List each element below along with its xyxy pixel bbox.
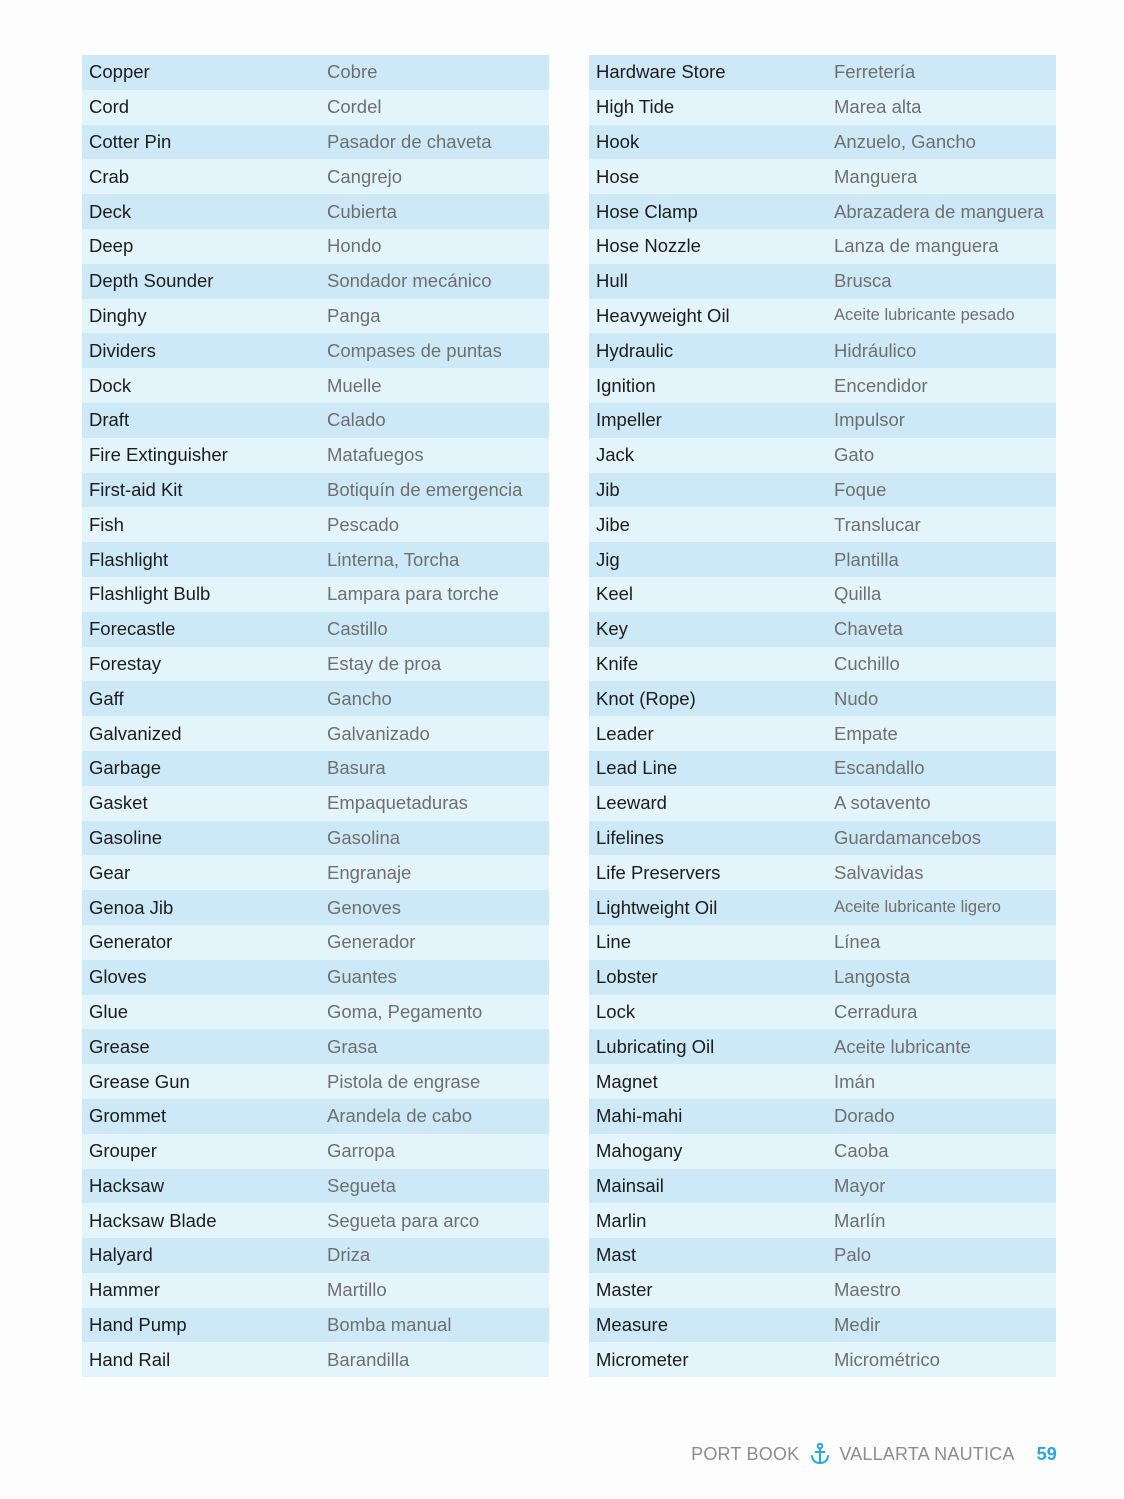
spanish-translation: Aceite lubricante ligero — [834, 898, 1001, 917]
spanish-translation: Pescado — [327, 513, 399, 535]
english-term: Jib — [596, 478, 620, 500]
glossary-row — [82, 821, 549, 856]
glossary-row — [82, 925, 549, 960]
spanish-translation: Caoba — [834, 1140, 889, 1162]
english-term: Glue — [89, 1000, 129, 1022]
spanish-translation: Empate — [834, 722, 898, 744]
english-term: Keel — [596, 583, 634, 605]
spanish-translation: Grasa — [327, 1035, 378, 1057]
spanish-translation: Cuchillo — [834, 652, 900, 674]
spanish-translation: Castillo — [327, 618, 388, 640]
spanish-translation: Escandallo — [834, 757, 925, 779]
spanish-translation: Genoves — [327, 896, 402, 918]
english-term: Hand Rail — [89, 1348, 171, 1370]
glossary-row — [589, 751, 1056, 786]
spanish-translation: Calado — [327, 409, 386, 431]
english-term: Hose Nozzle — [596, 235, 701, 257]
spanish-translation: Abrazadera de manguera — [834, 200, 1044, 222]
english-term: Halyard — [89, 1244, 153, 1266]
spanish-translation: Pistola de engrase — [327, 1070, 481, 1092]
english-term: Master — [596, 1279, 653, 1301]
glossary-row — [589, 1342, 1056, 1377]
english-term: Ignition — [596, 374, 656, 396]
glossary-row — [82, 438, 549, 473]
glossary-left-body — [82, 55, 549, 1377]
glossary-row — [82, 159, 549, 194]
english-term: Heavyweight Oil — [596, 304, 730, 326]
spanish-translation: Langosta — [834, 966, 911, 988]
english-term: Hammer — [89, 1279, 160, 1301]
glossary-row — [82, 890, 549, 925]
glossary-row — [589, 716, 1056, 751]
glossary-row — [589, 855, 1056, 890]
glossary-row — [82, 1238, 549, 1273]
spanish-translation: Anzuelo, Gancho — [834, 130, 976, 152]
spanish-translation: Compases de puntas — [327, 339, 502, 361]
glossary-row — [589, 438, 1056, 473]
english-term: Forecastle — [89, 618, 176, 640]
english-term: Lock — [596, 1000, 636, 1022]
glossary-row — [82, 995, 549, 1030]
spanish-translation: Cordel — [327, 96, 382, 118]
glossary-row — [589, 786, 1056, 821]
spanish-translation: Foque — [834, 478, 887, 500]
glossary-row — [82, 1342, 549, 1377]
spanish-translation: Translucar — [834, 513, 921, 535]
english-term: Knife — [596, 652, 639, 674]
glossary-row — [82, 577, 549, 612]
spanish-translation: Cerradura — [834, 1000, 918, 1022]
spanish-translation: Galvanizado — [327, 722, 430, 744]
english-term: Grease — [89, 1035, 150, 1057]
glossary-row — [589, 299, 1056, 334]
english-term: Dock — [89, 374, 132, 396]
spanish-translation: Ferretería — [834, 61, 916, 83]
spanish-translation: Engranaje — [327, 861, 412, 883]
english-term: Gaff — [89, 687, 124, 709]
spanish-translation: Brusca — [834, 270, 892, 292]
english-term: Gear — [89, 861, 131, 883]
glossary-row — [589, 1238, 1056, 1273]
glossary-row — [82, 1203, 549, 1238]
glossary-row — [82, 1064, 549, 1099]
glossary-row — [589, 507, 1056, 542]
spanish-translation: Goma, Pegamento — [327, 1000, 483, 1022]
english-term: Genoa Jib — [89, 896, 174, 918]
english-term: Mainsail — [596, 1174, 664, 1196]
english-term: Lead Line — [596, 757, 678, 779]
glossary-row — [82, 299, 549, 334]
footer-brand-name: VALLARTA NAUTICA — [839, 1443, 1015, 1464]
spanish-translation: Chaveta — [834, 618, 903, 640]
english-term: Gasoline — [89, 826, 163, 848]
glossary-row — [82, 403, 549, 438]
spanish-translation: Nudo — [834, 687, 879, 709]
english-term: Copper — [89, 61, 150, 83]
spanish-translation: Impulsor — [834, 409, 905, 431]
glossary-row — [589, 159, 1056, 194]
glossary-row — [589, 229, 1056, 264]
english-term: Gloves — [89, 966, 147, 988]
spanish-translation: Encendidor — [834, 374, 928, 396]
english-term: Mahogany — [596, 1140, 683, 1162]
glossary-right-body — [589, 55, 1056, 1377]
glossary-row — [82, 1099, 549, 1134]
glossary-row — [589, 577, 1056, 612]
english-term: Flashlight — [89, 548, 169, 570]
glossary-row — [589, 1273, 1056, 1308]
glossary-table-left — [82, 55, 549, 1377]
spanish-translation: Palo — [834, 1244, 872, 1266]
english-term: Leeward — [596, 792, 667, 814]
glossary-row — [589, 821, 1056, 856]
glossary-row — [82, 1273, 549, 1308]
english-term: Generator — [89, 931, 173, 953]
page-footer — [691, 1441, 1057, 1467]
glossary-row — [589, 55, 1056, 90]
spanish-translation: Gancho — [327, 687, 392, 709]
glossary-row — [82, 716, 549, 751]
english-term: Hand Pump — [89, 1314, 187, 1336]
glossary-row — [589, 1134, 1056, 1169]
glossary-row — [82, 368, 549, 403]
glossary-row — [589, 890, 1056, 925]
english-term: Grouper — [89, 1140, 157, 1162]
english-term: Mahi-mahi — [596, 1105, 683, 1127]
glossary-table-right — [589, 55, 1056, 1377]
spanish-translation: Salvavidas — [834, 861, 924, 883]
spanish-translation: A sotavento — [834, 792, 931, 814]
glossary-row — [589, 1064, 1056, 1099]
english-term: Impeller — [596, 409, 662, 431]
spanish-translation: Mayor — [834, 1174, 886, 1196]
glossary-row — [82, 1169, 549, 1204]
glossary-row — [82, 55, 549, 90]
spanish-translation: Cubierta — [327, 200, 397, 222]
english-term: Grease Gun — [89, 1070, 190, 1092]
spanish-translation: Gato — [834, 444, 875, 466]
glossary-row — [82, 855, 549, 890]
spanish-translation: Dorado — [834, 1105, 895, 1127]
english-term: Gasket — [89, 792, 148, 814]
glossary-row — [82, 473, 549, 508]
english-term: Hardware Store — [596, 61, 726, 83]
spanish-translation: Generador — [327, 931, 416, 953]
english-term: Crab — [89, 165, 130, 187]
english-term: Lubricating Oil — [596, 1035, 715, 1057]
glossary-row — [589, 542, 1056, 577]
glossary-row — [589, 194, 1056, 229]
glossary-row — [82, 1308, 549, 1343]
spanish-translation: Marlín — [834, 1209, 886, 1231]
spanish-translation: Gasolina — [327, 826, 401, 848]
english-term: Flashlight Bulb — [89, 583, 211, 605]
anchor-icon — [809, 1442, 831, 1466]
english-term: Hose Clamp — [596, 200, 698, 222]
glossary-row — [589, 1169, 1056, 1204]
spanish-translation: Lampara para torche — [327, 583, 499, 605]
english-term: Mast — [596, 1244, 637, 1266]
spanish-translation: Segueta para arco — [327, 1209, 480, 1231]
glossary-row — [589, 264, 1056, 299]
spanish-translation: Muelle — [327, 374, 382, 396]
glossary-row — [589, 960, 1056, 995]
english-term: Lobster — [596, 966, 658, 988]
glossary-row — [589, 90, 1056, 125]
english-term: Deck — [89, 200, 132, 222]
glossary-row — [82, 786, 549, 821]
glossary-row — [82, 194, 549, 229]
glossary-row — [82, 960, 549, 995]
page-number: 59 — [1036, 1443, 1057, 1464]
english-term: Hook — [596, 130, 640, 152]
spanish-translation: Cobre — [327, 61, 378, 83]
glossary-row — [589, 1308, 1056, 1343]
footer-publication-name: PORT BOOK — [691, 1443, 800, 1464]
glossary-row — [82, 264, 549, 299]
english-term: Hull — [596, 270, 628, 292]
english-term: Draft — [89, 409, 130, 431]
spanish-translation: Hidráulico — [834, 339, 917, 361]
spanish-translation: Matafuegos — [327, 444, 424, 466]
spanish-translation: Basura — [327, 757, 386, 779]
english-term: Life Preservers — [596, 861, 721, 883]
english-term: High Tide — [596, 96, 675, 118]
english-term: Cord — [89, 96, 130, 118]
glossary-row — [589, 1203, 1056, 1238]
english-term: Dinghy — [89, 304, 147, 326]
spanish-translation: Arandela de cabo — [327, 1105, 473, 1127]
glossary-row — [589, 368, 1056, 403]
spanish-translation: Driza — [327, 1244, 371, 1266]
glossary-row — [82, 507, 549, 542]
english-term: Hacksaw — [89, 1174, 165, 1196]
spanish-translation: Guantes — [327, 966, 397, 988]
english-term: Fire Extinguisher — [89, 444, 228, 466]
spanish-translation: Garropa — [327, 1140, 395, 1162]
glossary-row — [589, 125, 1056, 160]
english-term: Lightweight Oil — [596, 896, 718, 918]
spanish-translation: Marea alta — [834, 96, 922, 118]
english-term: Cotter Pin — [89, 130, 172, 152]
english-term: Fish — [89, 513, 124, 535]
spanish-translation: Aceite lubricante — [834, 1035, 971, 1057]
glossary-row — [589, 925, 1056, 960]
glossary-row — [82, 333, 549, 368]
spanish-translation: Guardamancebos — [834, 826, 982, 848]
spanish-translation: Martillo — [327, 1279, 387, 1301]
english-term: Magnet — [596, 1070, 658, 1092]
english-term: Measure — [596, 1314, 668, 1336]
english-term: Leader — [596, 722, 654, 744]
glossary-row — [82, 751, 549, 786]
glossary-row — [82, 229, 549, 264]
glossary-row — [589, 403, 1056, 438]
english-term: Key — [596, 618, 628, 640]
spanish-translation: Línea — [834, 931, 881, 953]
english-term: Lifelines — [596, 826, 664, 848]
english-term: Micrometer — [596, 1348, 689, 1370]
spanish-translation: Medir — [834, 1314, 881, 1336]
spanish-translation: Sondador mecánico — [327, 270, 492, 292]
glossary-row — [589, 681, 1056, 716]
glossary-row — [589, 647, 1056, 682]
glossary-row — [82, 90, 549, 125]
spanish-translation: Plantilla — [834, 548, 899, 570]
glossary-row — [589, 612, 1056, 647]
english-term: Garbage — [89, 757, 161, 779]
spanish-translation: Imán — [834, 1070, 876, 1092]
spanish-translation: Estay de proa — [327, 652, 442, 674]
english-term: First-aid Kit — [89, 478, 183, 500]
english-term: Forestay — [89, 652, 161, 674]
glossary-row — [589, 995, 1056, 1030]
spanish-translation: Lanza de manguera — [834, 235, 999, 257]
english-term: Hacksaw Blade — [89, 1209, 217, 1231]
glossary-row — [589, 473, 1056, 508]
english-term: Hose — [596, 165, 640, 187]
glossary-row — [82, 612, 549, 647]
glossary-row — [82, 1134, 549, 1169]
spanish-translation: Linterna, Torcha — [327, 548, 460, 570]
spanish-translation: Maestro — [834, 1279, 901, 1301]
glossary-row — [82, 647, 549, 682]
glossary-row — [82, 681, 549, 716]
english-term: Marlin — [596, 1209, 647, 1231]
glossary-row — [589, 1099, 1056, 1134]
english-term: Depth Sounder — [89, 270, 214, 292]
spanish-translation: Pasador de chaveta — [327, 130, 492, 152]
english-term: Galvanized — [89, 722, 182, 744]
english-term: Jibe — [596, 513, 630, 535]
spanish-translation: Panga — [327, 304, 381, 326]
glossary-row — [82, 125, 549, 160]
spanish-translation: Bomba manual — [327, 1314, 452, 1336]
spanish-translation: Micrométrico — [834, 1348, 940, 1370]
glossary-row — [589, 1029, 1056, 1064]
glossary-row — [82, 1029, 549, 1064]
english-term: Jig — [596, 548, 620, 570]
glossary-row — [82, 542, 549, 577]
spanish-translation: Botiquín de emergencia — [327, 478, 523, 500]
spanish-translation: Cangrejo — [327, 165, 403, 187]
english-term: Hydraulic — [596, 339, 674, 361]
english-term: Deep — [89, 235, 134, 257]
spanish-translation: Quilla — [834, 583, 882, 605]
spanish-translation: Manguera — [834, 165, 918, 187]
english-term: Jack — [596, 444, 635, 466]
spanish-translation: Segueta — [327, 1174, 396, 1196]
glossary-row — [589, 333, 1056, 368]
spanish-translation: Aceite lubricante pesado — [834, 306, 1015, 325]
english-term: Knot (Rope) — [596, 687, 696, 709]
spanish-translation: Empaquetaduras — [327, 792, 468, 814]
english-term: Dividers — [89, 339, 156, 361]
spanish-translation: Barandilla — [327, 1348, 410, 1370]
english-term: Line — [596, 931, 631, 953]
spanish-translation: Hondo — [327, 235, 382, 257]
english-term: Grommet — [89, 1105, 167, 1127]
